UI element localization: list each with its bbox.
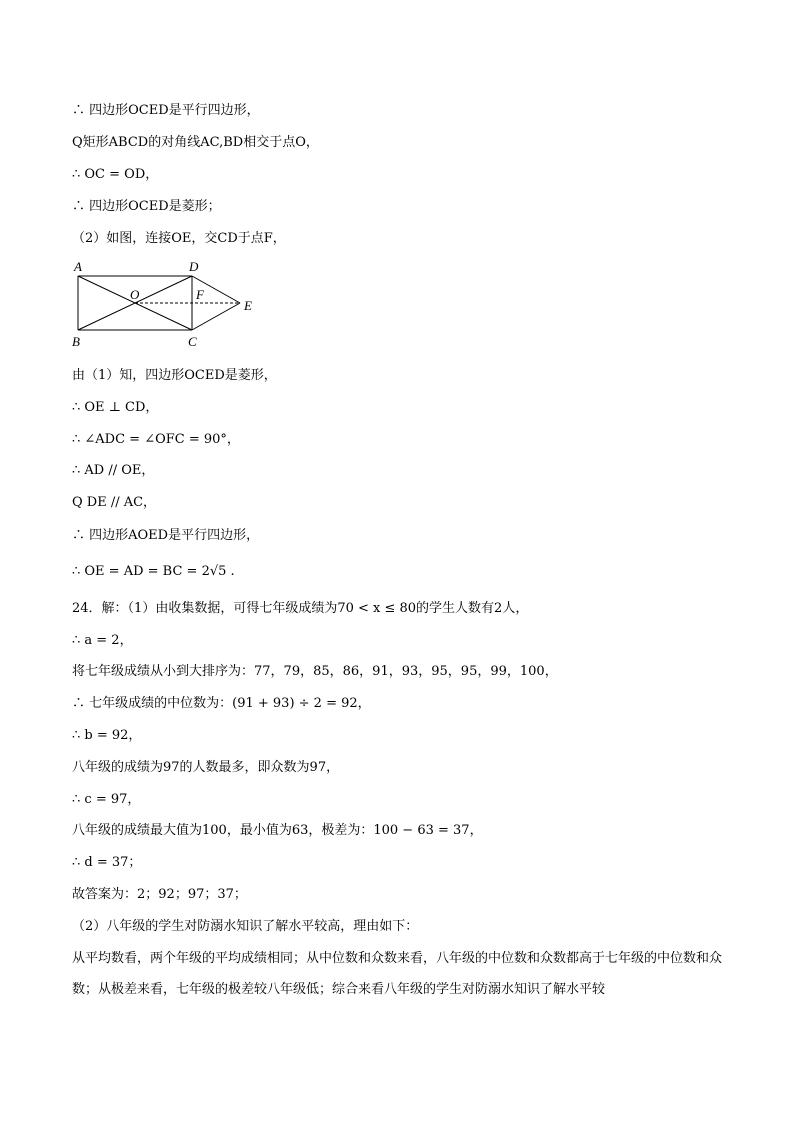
text-line: ∴ AD // OE， bbox=[72, 463, 155, 478]
label-E: E bbox=[244, 298, 252, 313]
text-line: ∴ 四边形OCED是平行四边形， bbox=[72, 103, 260, 118]
text-line: 八年级的成绩为97的人数最多，即众数为97， bbox=[72, 760, 340, 775]
text-line: ∴ 四边形OCED是菱形； bbox=[72, 199, 221, 214]
label-B: B bbox=[72, 334, 80, 349]
text-line: ∴ a = 2， bbox=[72, 633, 133, 648]
text-line: 24．解：（1）由收集数据，可得七年级成绩为70 < x ≤ 80的学生人数有2人， bbox=[72, 601, 529, 616]
text-line: （2）八年级的学生对防溺水知识了解水平较高，理由如下： bbox=[72, 919, 419, 934]
label-O: O bbox=[130, 287, 140, 302]
text-line: ∴ b = 92， bbox=[72, 728, 142, 743]
segment-CE bbox=[192, 303, 240, 330]
text-line: ∴ 四边形AOED是平行四边形， bbox=[72, 528, 260, 543]
rectangle-rhombus-figure bbox=[68, 258, 268, 354]
label-D: D bbox=[189, 259, 199, 274]
text-line: 将七年级成绩从小到大排序为：77，79，85，86，91，93，95，95，99，100， bbox=[72, 664, 558, 679]
text-paragraph: 从平均数看，两个年级的平均成绩相同；从中位数和众数来看，八年级的中位数和众数都高于七年级的中位数和众数；从极差来看，七年级的极差较八年级低；综合来看八年级的学生对防溺水知识了解水平较 bbox=[72, 951, 723, 997]
text-line: 由（1）知，四边形OCED是菱形， bbox=[72, 368, 277, 383]
label-C: C bbox=[188, 334, 197, 349]
text-line: ∴ ∠ADC = ∠OFC = 90°， bbox=[72, 432, 240, 447]
text-line: 故答案为：2；92；97；37； bbox=[72, 887, 247, 902]
text-line: ∴ d = 37； bbox=[72, 855, 142, 870]
text-line: （2）如图，连接OE，交CD于点F， bbox=[72, 231, 286, 246]
text-line: 八年级的成绩最大值为100，最小值为63，极差为：100 − 63 = 37， bbox=[72, 823, 483, 838]
text-line: ∴ OC = OD， bbox=[72, 167, 159, 182]
text-line: ∴ 七年级成绩的中位数为：(91 + 93) ÷ 2 = 92， bbox=[72, 696, 371, 711]
text-line: Q DE // AC， bbox=[72, 495, 157, 510]
text-line: ∴ OE = AD = BC = 2√5 . bbox=[72, 564, 235, 579]
text-line: ∴ c = 97， bbox=[72, 792, 141, 807]
label-A: A bbox=[74, 259, 82, 274]
text-line: ∴ OE ⊥ CD， bbox=[72, 400, 159, 415]
text-line: Q矩形ABCD的对角线AC,BD相交于点O， bbox=[72, 135, 319, 150]
label-F: F bbox=[196, 287, 204, 302]
